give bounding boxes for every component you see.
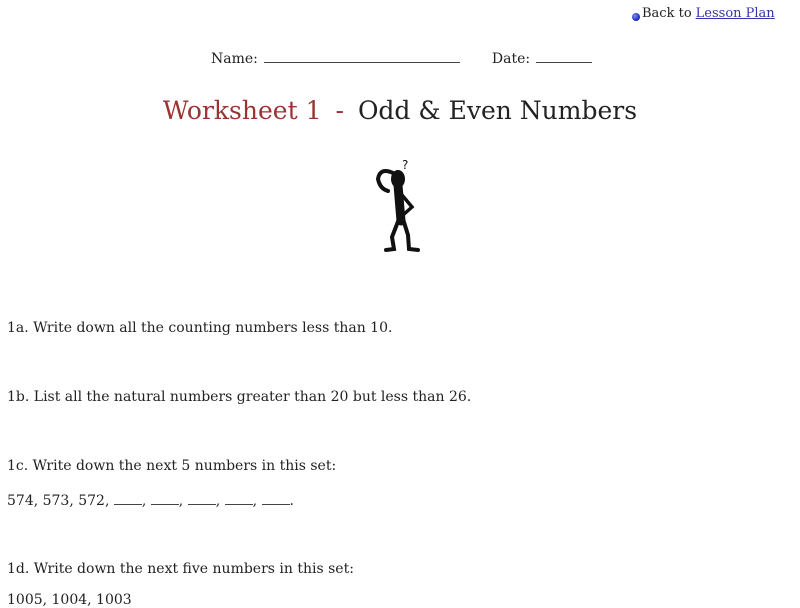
page-title bbox=[0, 96, 800, 125]
answer-blank[interactable] bbox=[225, 494, 253, 505]
back-prefix: Back to bbox=[642, 6, 692, 21]
sequence-1c-values: 574, 573, 572, bbox=[7, 493, 110, 509]
answer-blank[interactable] bbox=[262, 494, 290, 505]
name-date-row bbox=[211, 50, 592, 67]
question-1a: 1a. Write down all the counting numbers less than 10. bbox=[7, 320, 393, 336]
sequence-1c: 574, 573, 572, , , , , . bbox=[7, 493, 294, 509]
blue-bullet-icon bbox=[632, 13, 640, 21]
lesson-plan-link[interactable]: Lesson Plan bbox=[695, 6, 775, 21]
confused-stick-figure-icon bbox=[370, 155, 430, 259]
title-dash: - bbox=[335, 96, 344, 125]
question-1b: 1b. List all the natural numbers greater than 20 but less than 26. bbox=[7, 389, 472, 405]
answer-blank[interactable] bbox=[151, 494, 179, 505]
question-1c: 1c. Write down the next 5 numbers in this set: bbox=[7, 458, 337, 474]
date-blank bbox=[536, 50, 592, 63]
answer-blank[interactable] bbox=[114, 494, 142, 505]
worksheet-subtitle: Odd & Even Numbers bbox=[357, 96, 638, 125]
back-to-lesson-plan bbox=[632, 6, 775, 21]
name-blank bbox=[264, 50, 460, 63]
question-1d: 1d. Write down the next five numbers in this set: bbox=[7, 561, 354, 577]
answer-blank[interactable] bbox=[188, 494, 216, 505]
sequence-1d: 1005, 1004, 1003 bbox=[7, 592, 132, 608]
date-label: Date: bbox=[491, 51, 531, 67]
svg-text:?: ? bbox=[402, 158, 409, 172]
name-label: Name: bbox=[211, 51, 258, 67]
worksheet-number: Worksheet 1 bbox=[162, 96, 322, 125]
